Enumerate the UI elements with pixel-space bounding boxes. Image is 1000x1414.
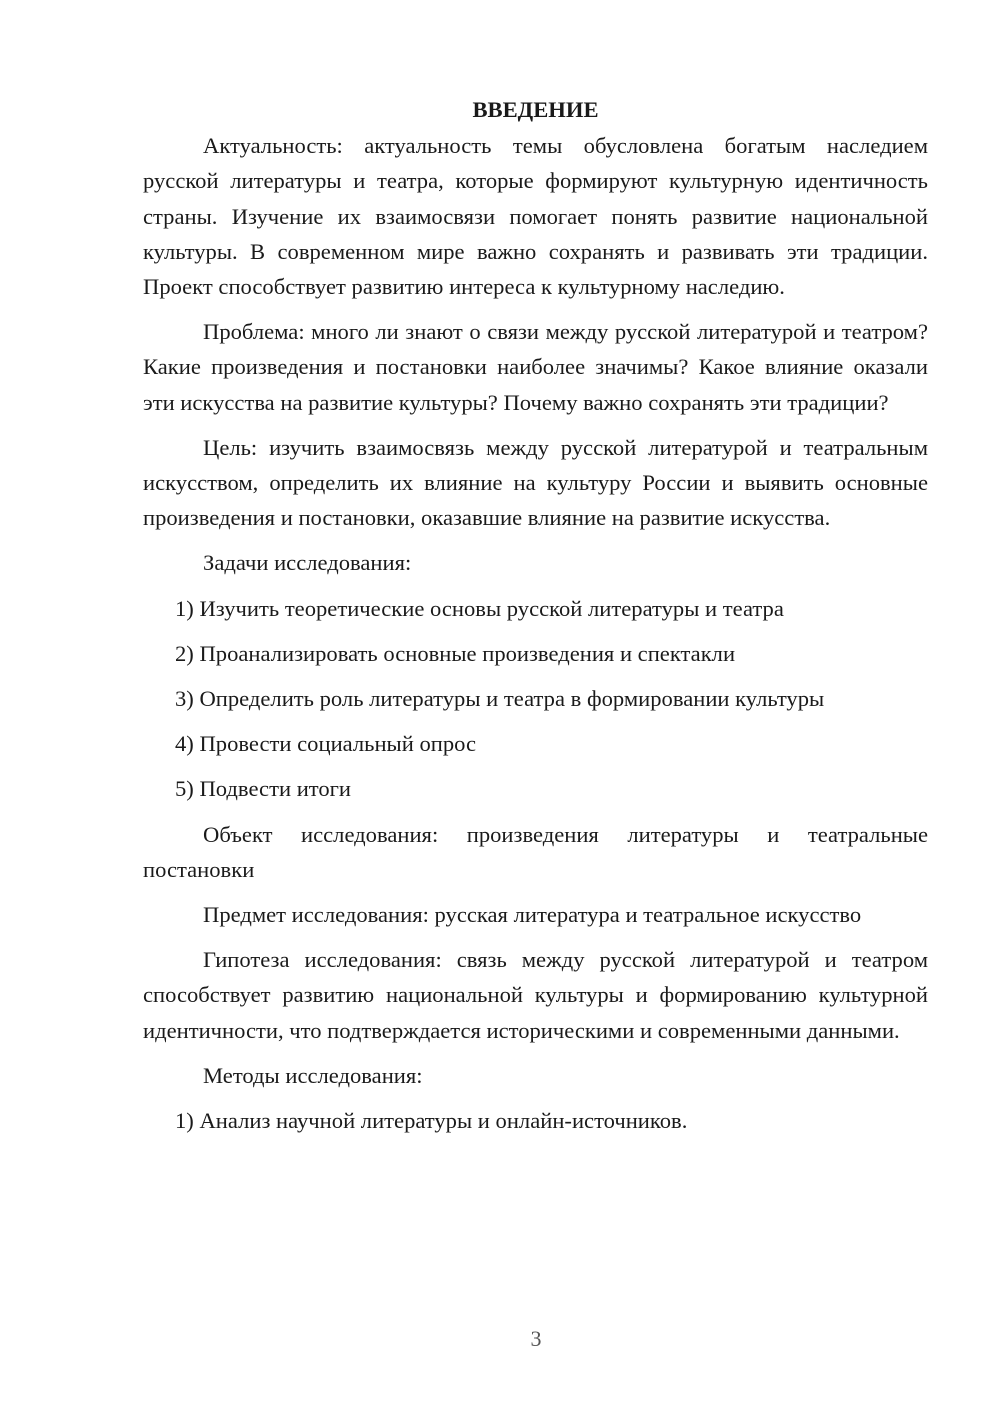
hypothesis-paragraph: Гипотеза исследования: связь между русской литературой и театром способствует развитию национальной культуры и формированию культурной идентичности, что подтверждается историческими и современными данными. [143, 947, 928, 1043]
goal-paragraph: Цель: изучить взаимосвязь между русской литературой и театральным искусством, определить их влияние на культуру России и выявить основные произведения и постановки, оказавшие влияние на развитие искусства. [143, 434, 928, 531]
task-item: 2) Проанализировать основные произведения и спектакли [175, 640, 736, 666]
task-item: 5) Подвести итоги [175, 776, 352, 802]
task-item: 1) Изучить теоретические основы русской литературы и театра [175, 595, 784, 621]
tasks-list [143, 591, 928, 807]
methods-list [143, 1103, 928, 1138]
methods-heading: Методы исследования: [203, 1062, 423, 1088]
object-paragraph: Объект исследования: произведения литературы и театральные постановки [143, 821, 928, 882]
actuality-paragraph: Актуальность: актуальность темы обусловлена богатым наследием русской литературы и театра, которые формируют культурную идентичность страны. Изучение их взаимосвязи помогает понять развитие национальной культуры. В современном мире важно сохранять и развивать эти традиции. Проект способствует развитию интереса к культурному наследию. [143, 133, 928, 300]
method-item: 1) Анализ научной литературы и онлайн-источников. [175, 1108, 688, 1134]
task-item: 4) Провести социальный опрос [175, 731, 477, 757]
page-number: 3 [530, 1326, 542, 1351]
problem-paragraph: Проблема: много ли знают о связи между русской литературой и театром? Какие произведения и постановки наиболее значимы? Какое влияние оказали эти искусства на развитие культуры? Почему важно сохранять эти традиции? [143, 319, 928, 415]
task-item: 3) Определить роль литературы и театра в формировании культуры [175, 686, 825, 712]
tasks-heading: Задачи исследования: [203, 550, 412, 576]
subject-paragraph: Предмет исследования: русская литература и театральное искусство [203, 902, 862, 928]
page-content [143, 92, 928, 1138]
section-title: ВВЕДЕНИЕ [472, 97, 599, 122]
